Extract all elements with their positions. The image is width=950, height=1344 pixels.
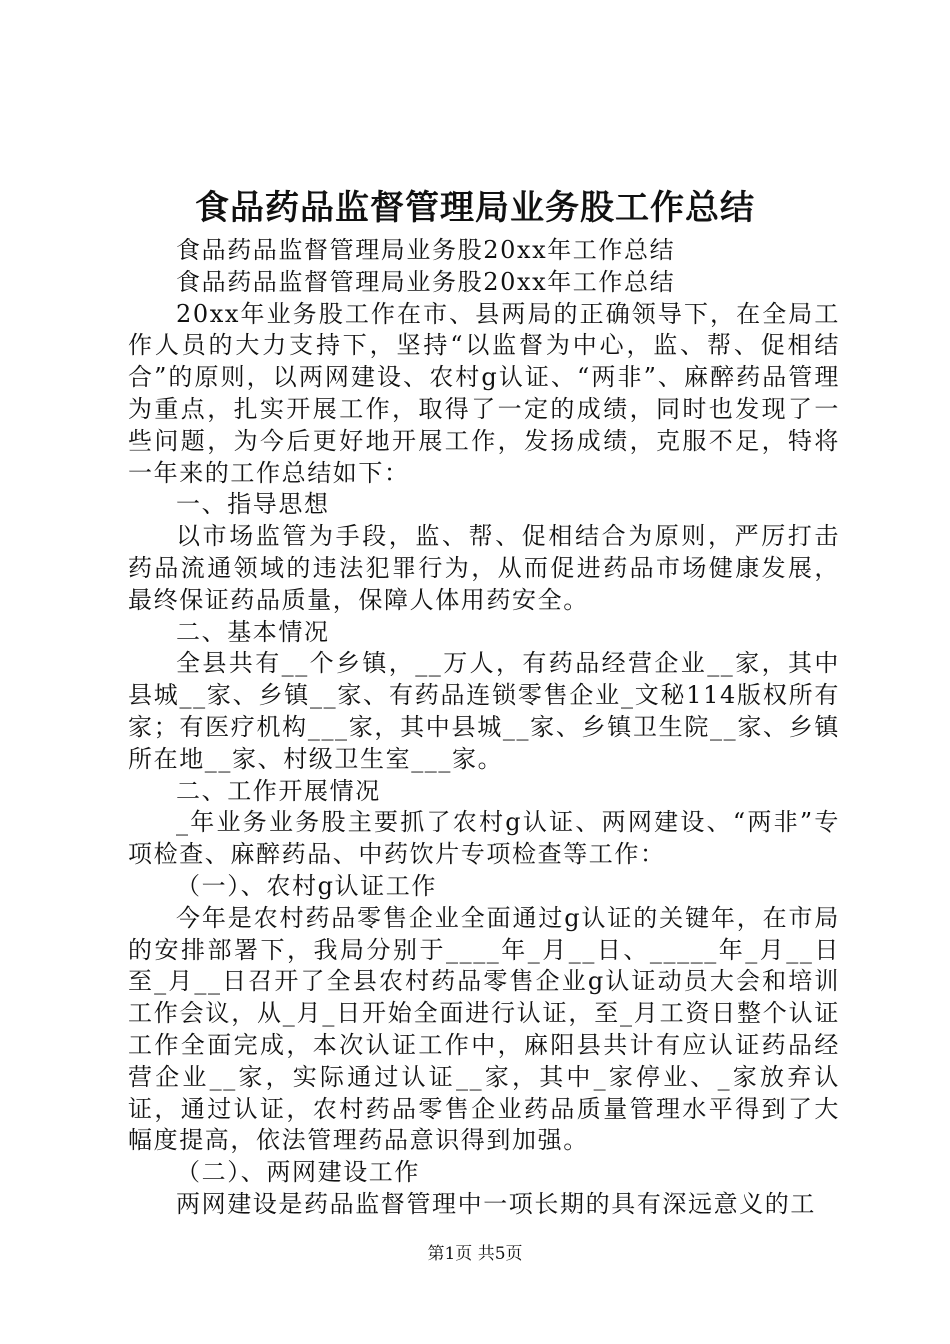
subsection-heading: （一）、农村g认证工作: [176, 871, 437, 900]
section-heading: 一、指导思想: [176, 490, 330, 519]
intro-paragraph: 20xx年业务股工作在市、县两局的正确领导下，在全局工作人员的大力支持下，坚持“以监督为中心，监、帮、促相结合”的原则，以两网建设、农村g认证、“两非”、麻醉药品管理为重点，扎实开展工作，取得了一定的成绩，同时也发现了一些问题，为今后更好地开展工作，发扬成绩，克服不足，特将一年来的工作总结如下：: [128, 299, 840, 487]
body-paragraph: 两网建设是药品监督管理中一项长期的具有深远意义的工: [176, 1189, 816, 1218]
body-paragraph: 全县共有__个乡镇，__万人，有药品经营企业__家，其中县城__家、乡镇__家、有药品连锁零售企业_文秘114版权所有家；有医疗机构___家，其中县城__家、乡镇卫生院__家、乡镇所在地__家、村级卫生室___家。: [128, 649, 840, 773]
subtitle-line: 食品药品监督管理局业务股20xx年工作总结: [176, 236, 676, 264]
subtitle-line: 食品药品监督管理局业务股20xx年工作总结: [176, 267, 676, 296]
subsection-heading: （二）、两网建设工作: [176, 1158, 420, 1187]
page-number-footer: 第1页 共5页: [427, 1244, 523, 1264]
section-heading: 二、基本情况: [176, 617, 330, 646]
body-paragraph: _年业务业务股主要抓了农村g认证、两网建设、“两非”专项检查、麻醉药品、中药饮片专项检查等工作：: [128, 808, 840, 869]
body-paragraph: 今年是农村药品零售企业全面通过g认证的关键年，在市局的安排部署下，我局分别于____年_月__日、_____年_月__日至_月__日召开了全县农村药品零售企业g认证动员大会和培训工作会议，从_月_日开始全面进行认证，至_月工资日整个认证工作全面完成，本次认证工作中，麻阳县共计有应认证药品经营企业__家，实际通过认证__家，其中_家停业、_家放弃认证，通过认证，农村药品零售企业药品质量管理水平得到了大幅度提高，依法管理药品意识得到加强。: [128, 903, 840, 1155]
document-body: [128, 235, 840, 1221]
body-paragraph: 以市场监管为手段，监、帮、促相结合为原则，严厉打击药品流通领域的违法犯罪行为，从而促进药品市场健康发展，最终保证药品质量，保障人体用药安全。: [128, 522, 840, 614]
document-title: 食品药品监督管理局业务股工作总结: [195, 188, 755, 228]
section-heading: 二、工作开展情况: [176, 776, 381, 805]
